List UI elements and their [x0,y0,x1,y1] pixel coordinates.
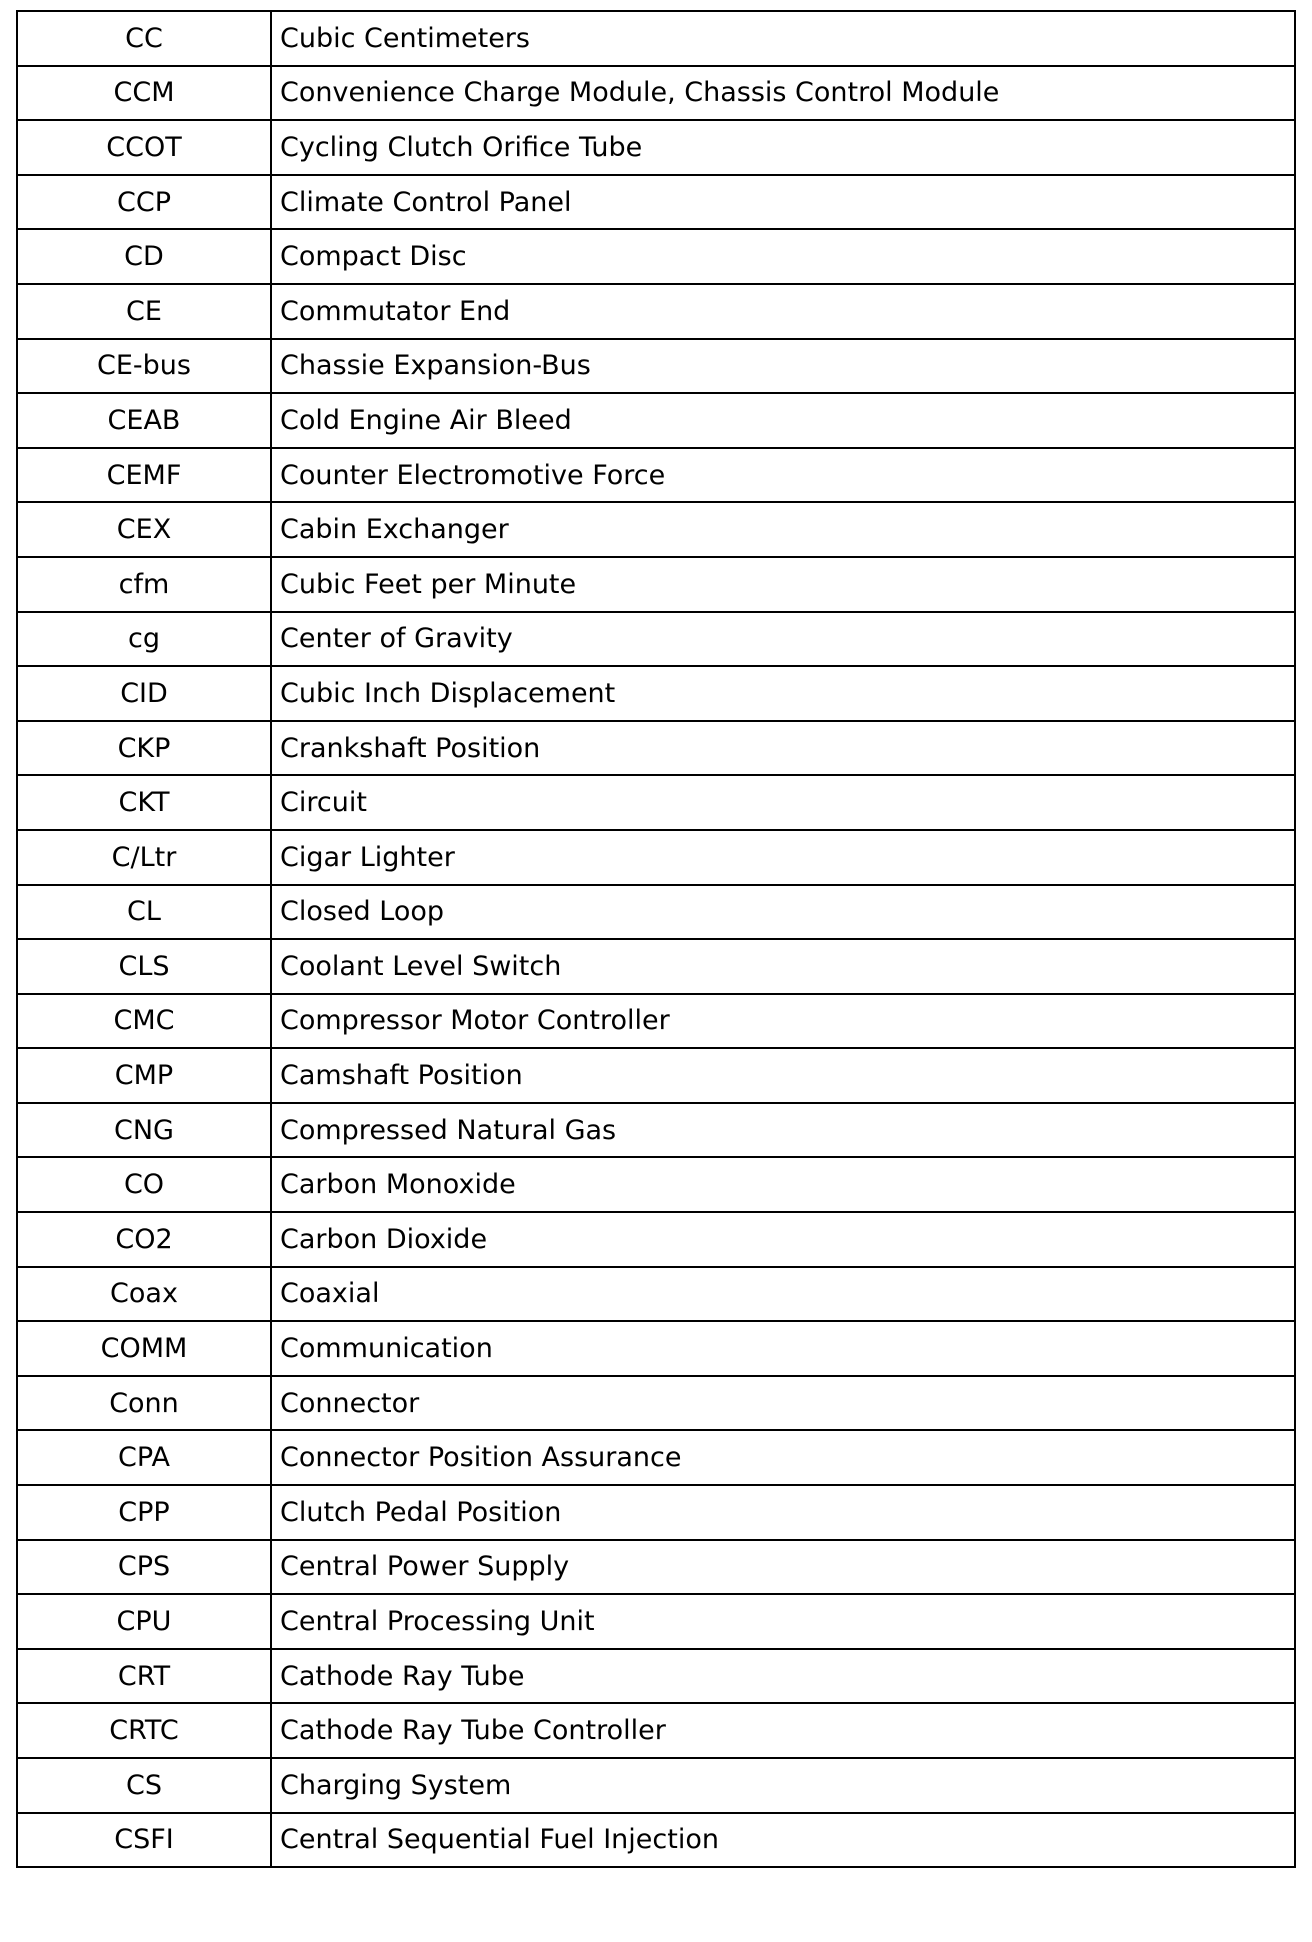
abbreviation-cell: CSFI [17,1813,271,1868]
abbreviation-cell: CCOT [17,120,271,175]
abbreviation-cell: CC [17,11,271,66]
abbreviation-cell: cg [17,612,271,667]
abbreviation-cell: Conn [17,1376,271,1431]
abbreviation-cell: CKP [17,721,271,776]
definition-cell: Circuit [271,775,1295,830]
definition-cell: Communication [271,1321,1295,1376]
definition-cell: Central Processing Unit [271,1594,1295,1649]
abbreviation-cell: CPP [17,1485,271,1540]
abbreviation-cell: CKT [17,775,271,830]
table-row [17,830,1295,885]
abbreviation-cell: cfm [17,557,271,612]
table-row [17,885,1295,940]
abbreviation-cell: CD [17,229,271,284]
abbreviation-cell: CCP [17,175,271,230]
table-row [17,994,1295,1049]
table-row [17,175,1295,230]
table-row [17,1485,1295,1540]
definition-cell: Clutch Pedal Position [271,1485,1295,1540]
abbreviation-cell: C/Ltr [17,830,271,885]
table-row [17,339,1295,394]
definition-cell: Compressor Motor Controller [271,994,1295,1049]
abbreviation-table-body [17,11,1295,1867]
table-row [17,1048,1295,1103]
abbreviation-cell: CRT [17,1649,271,1704]
table-row [17,1103,1295,1158]
definition-cell: Cigar Lighter [271,830,1295,885]
table-row [17,612,1295,667]
table-row [17,1157,1295,1212]
definition-cell: Cold Engine Air Bleed [271,393,1295,448]
abbreviation-cell: CO2 [17,1212,271,1267]
definition-cell: Counter Electromotive Force [271,448,1295,503]
definition-cell: Charging System [271,1758,1295,1813]
abbreviation-cell: CMC [17,994,271,1049]
abbreviation-cell: CPU [17,1594,271,1649]
table-row [17,1430,1295,1485]
definition-cell: Cabin Exchanger [271,502,1295,557]
table-row [17,1540,1295,1595]
table-row [17,666,1295,721]
table-row [17,229,1295,284]
table-row [17,557,1295,612]
definition-cell: Closed Loop [271,885,1295,940]
table-row [17,11,1295,66]
definition-cell: Carbon Monoxide [271,1157,1295,1212]
abbreviation-cell: CS [17,1758,271,1813]
definition-cell: Compact Disc [271,229,1295,284]
table-row [17,284,1295,339]
table-row [17,1649,1295,1704]
definition-cell: Convenience Charge Module, Chassis Control Module [271,66,1295,121]
abbreviation-cell: CE [17,284,271,339]
abbreviation-cell: CMP [17,1048,271,1103]
definition-cell: Cubic Centimeters [271,11,1295,66]
definition-cell: Crankshaft Position [271,721,1295,776]
definition-cell: Climate Control Panel [271,175,1295,230]
table-row [17,1376,1295,1431]
abbreviation-cell: CEAB [17,393,271,448]
table-row [17,721,1295,776]
definition-cell: Chassie Expansion-Bus [271,339,1295,394]
table-row [17,939,1295,994]
definition-cell: Connector Position Assurance [271,1430,1295,1485]
table-row [17,1703,1295,1758]
abbreviation-cell: CNG [17,1103,271,1158]
table-row [17,1267,1295,1322]
definition-cell: Cycling Clutch Orifice Tube [271,120,1295,175]
abbreviation-cell: COMM [17,1321,271,1376]
definition-cell: Cubic Inch Displacement [271,666,1295,721]
table-row [17,775,1295,830]
abbreviation-cell: CO [17,1157,271,1212]
definition-cell: Central Power Supply [271,1540,1295,1595]
table-row [17,393,1295,448]
definition-cell: Compressed Natural Gas [271,1103,1295,1158]
abbreviation-cell: CEMF [17,448,271,503]
definition-cell: Cubic Feet per Minute [271,557,1295,612]
abbreviation-cell: CL [17,885,271,940]
abbreviation-cell: Coax [17,1267,271,1322]
definition-cell: Coaxial [271,1267,1295,1322]
abbreviation-cell: CRTC [17,1703,271,1758]
abbreviation-cell: CCM [17,66,271,121]
abbreviation-cell: CID [17,666,271,721]
definition-cell: Commutator End [271,284,1295,339]
abbreviation-cell: CEX [17,502,271,557]
abbreviation-cell: CPS [17,1540,271,1595]
abbreviation-table [16,10,1296,1868]
definition-cell: Cathode Ray Tube [271,1649,1295,1704]
definition-cell: Coolant Level Switch [271,939,1295,994]
table-row [17,1321,1295,1376]
definition-cell: Camshaft Position [271,1048,1295,1103]
definition-cell: Central Sequential Fuel Injection [271,1813,1295,1868]
table-row [17,120,1295,175]
abbreviation-cell: CLS [17,939,271,994]
table-row [17,1813,1295,1868]
table-row [17,66,1295,121]
table-row [17,1594,1295,1649]
table-row [17,1212,1295,1267]
abbreviation-cell: CPA [17,1430,271,1485]
definition-cell: Connector [271,1376,1295,1431]
table-row [17,448,1295,503]
definition-cell: Cathode Ray Tube Controller [271,1703,1295,1758]
table-row [17,1758,1295,1813]
abbreviation-cell: CE-bus [17,339,271,394]
definition-cell: Center of Gravity [271,612,1295,667]
table-row [17,502,1295,557]
definition-cell: Carbon Dioxide [271,1212,1295,1267]
